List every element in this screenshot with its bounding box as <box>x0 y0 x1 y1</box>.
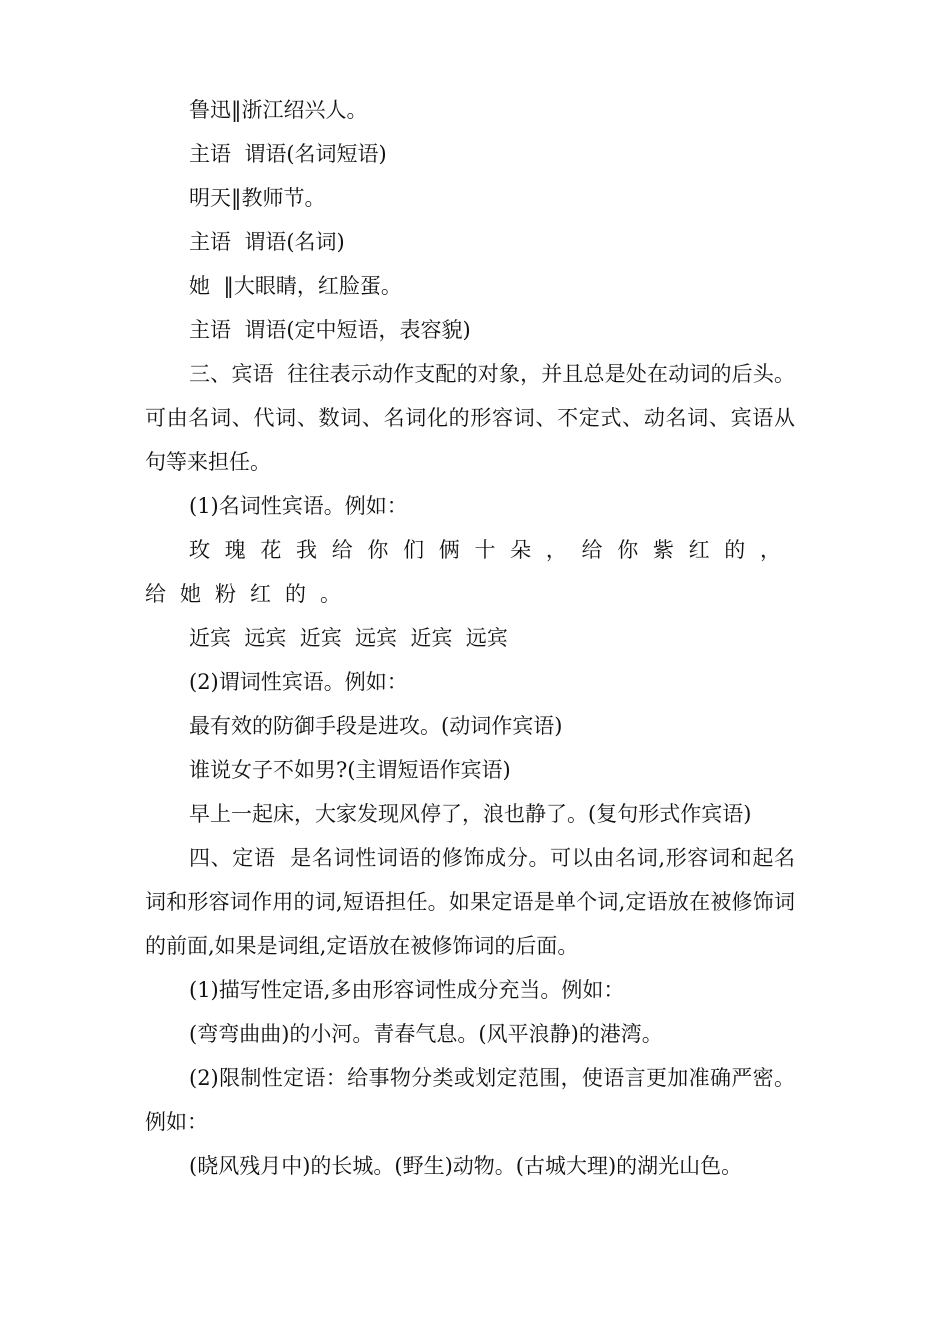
heading-noun-object: (1)名词性宾语。例如： <box>189 494 408 518</box>
example-sentence-rose: 玫瑰花我给你们俩十朵，给你紫红的，给她粉红的。 <box>145 538 795 606</box>
example-sentence-defense: 最有效的防御手段是进攻。(动词作宾语) <box>189 714 563 738</box>
example-sentence-greatwall: (晓风残月中)的长城。(野生)动物。(古城大理)的湖光山色。 <box>189 1154 743 1178</box>
paragraph-object-definition: 三、宾语 往往表示动作支配的对象，并且总是处在动词的后头。可由名词、代词、数词、名词化的形容词、不定式、动名词、宾语从句等来担任。 <box>145 362 795 474</box>
paragraph-attribute-definition: 四、定语 是名词性词语的修饰成分。可以由名词,形容词和起名词和形容词作用的词,短语担任。如果定语是单个词,定语放在被修饰词的前面,如果是词组,定语放在被修饰词的后面。 <box>145 846 795 958</box>
example-sentence-she: 她 ‖大眼睛，红脸蛋。 <box>189 274 402 298</box>
heading-descriptive-attribute: (1)描写性定语,多由形容词性成分充当。例如： <box>189 978 625 1002</box>
heading-predicate-object: (2)谓词性宾语。例如： <box>189 670 408 694</box>
example-sentence-women: 谁说女子不如男?(主谓短语作宾语) <box>189 758 511 782</box>
example-analysis-tomorrow: 主语 谓语(名词) <box>189 230 345 254</box>
example-sentence-luxun: 鲁迅‖浙江绍兴人。 <box>189 98 368 122</box>
example-analysis-she: 主语 谓语(定中短语，表容貌) <box>189 318 471 342</box>
example-sentence-tomorrow: 明天‖教师节。 <box>189 186 326 210</box>
example-sentence-river: (弯弯曲曲)的小河。青春气息。(风平浪静)的港湾。 <box>189 1022 663 1046</box>
document-page <box>145 88 795 1188</box>
example-analysis-luxun: 主语 谓语(名词短语) <box>189 142 387 166</box>
example-analysis-rose: 近宾 远宾 近宾 远宾 近宾 远宾 <box>189 626 508 650</box>
paragraph-restrictive-attribute: (2)限制性定语：给事物分类或划定范围，使语言更加准确严密。例如： <box>145 1066 795 1134</box>
example-sentence-wind: 早上一起床，大家发现风停了，浪也静了。(复句形式作宾语) <box>189 802 752 826</box>
